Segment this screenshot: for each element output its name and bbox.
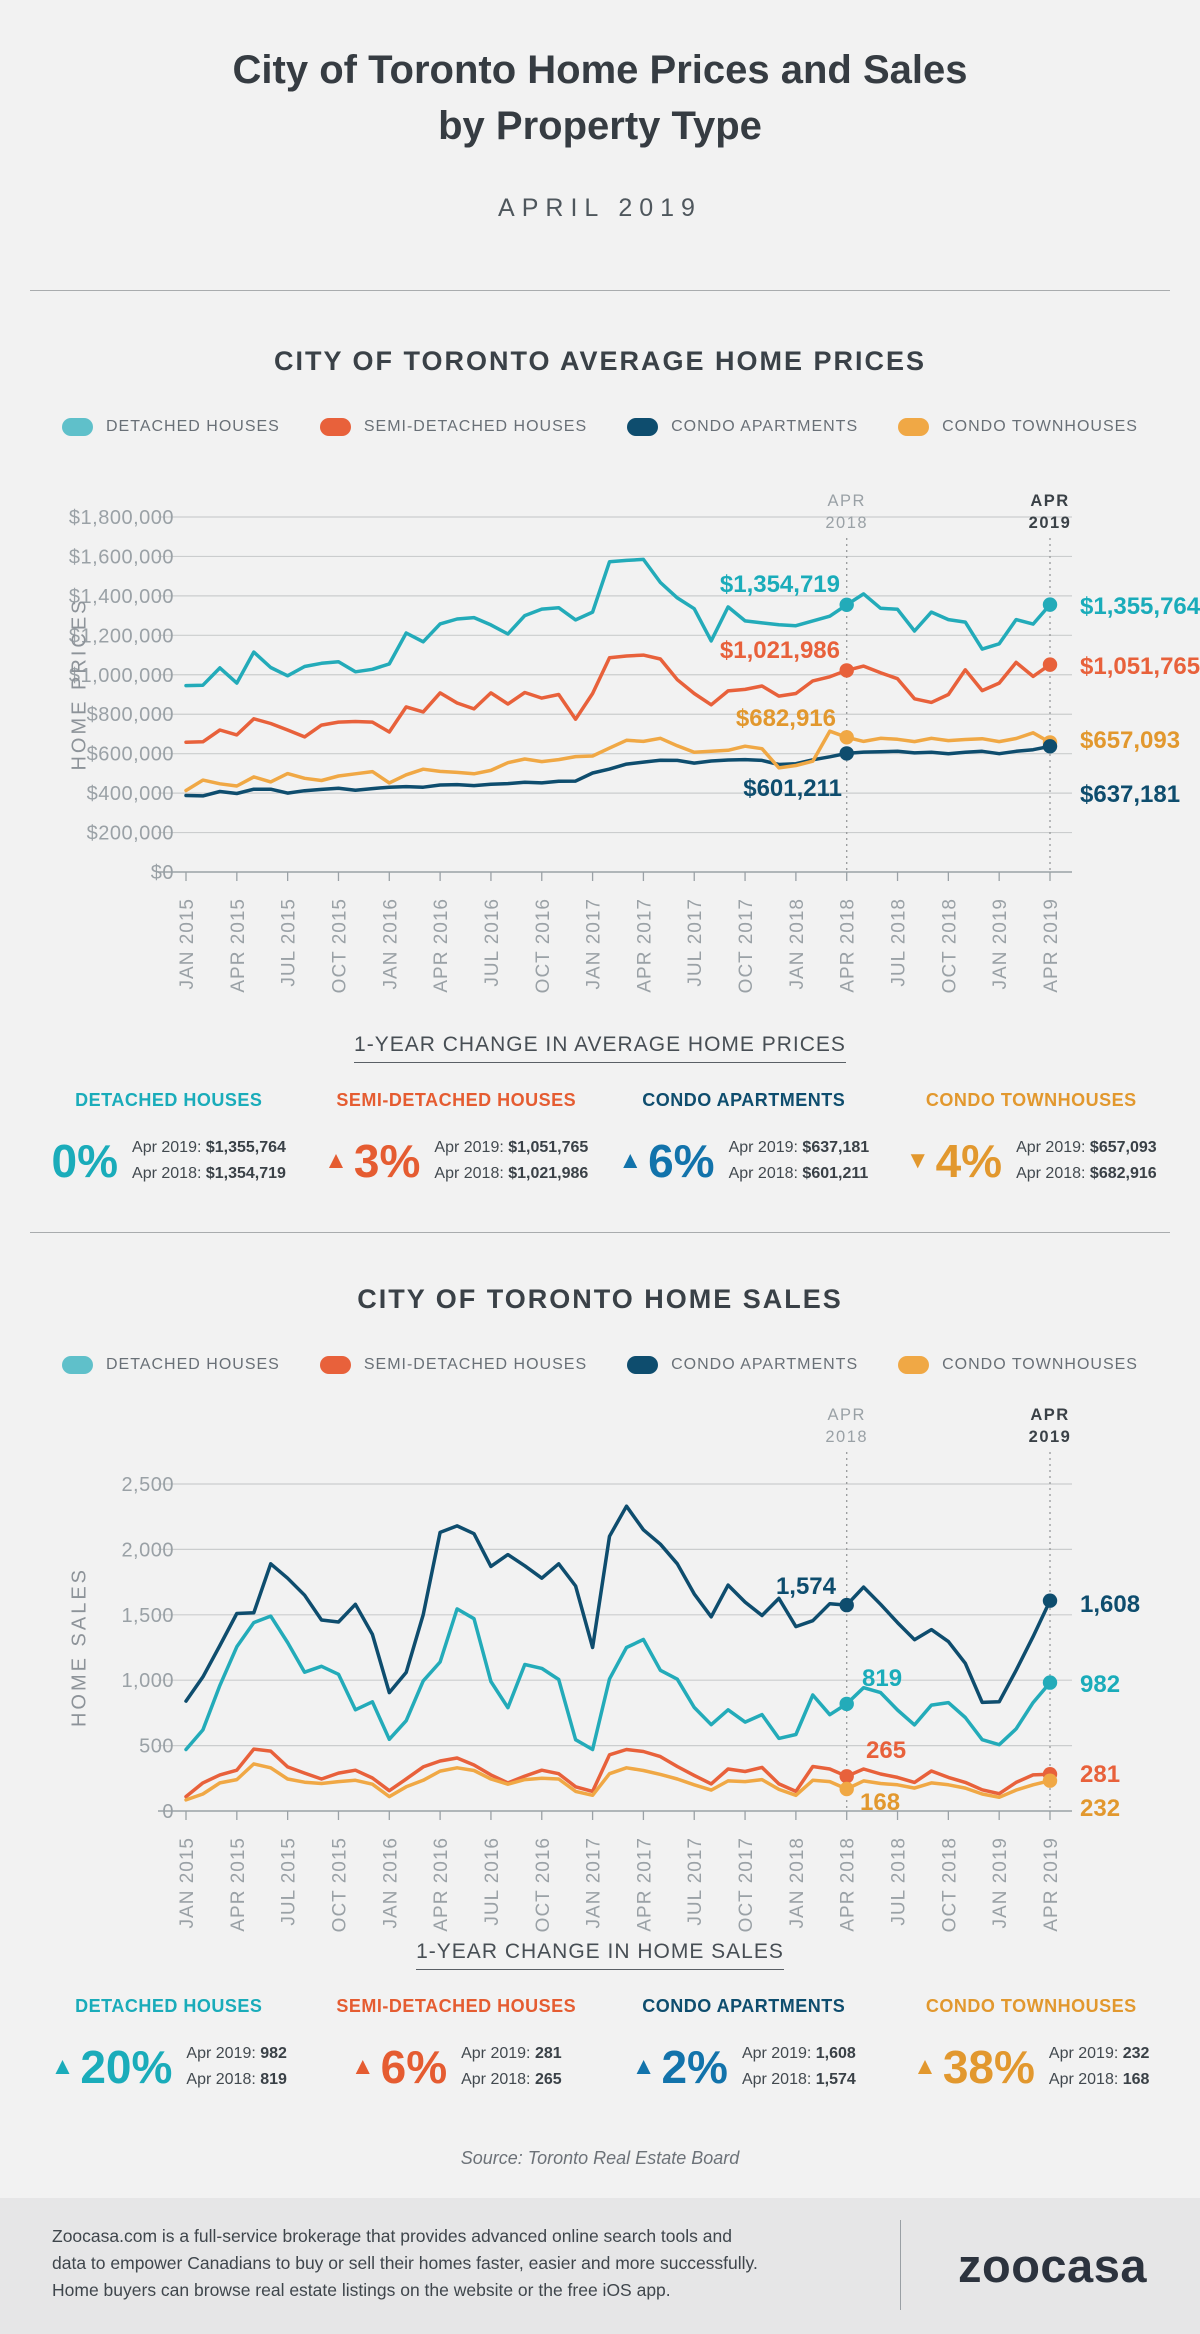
stat-yearly-values bbox=[434, 1135, 588, 1187]
legend-item bbox=[898, 1356, 1138, 1374]
y-axis-tick-label: $1,600,000 bbox=[68, 546, 174, 569]
annotation-marker-semi-detached-houses bbox=[840, 663, 854, 677]
legend-item-label: DETACHED HOUSES bbox=[106, 1356, 280, 1373]
annotation-date-label: APR bbox=[1030, 1406, 1070, 1424]
change-percent-value: 20% bbox=[80, 2041, 173, 2093]
x-axis-tick-label: APR 2016 bbox=[431, 1837, 453, 1932]
x-axis-tick-label: JAN 2017 bbox=[583, 898, 605, 990]
zoocasa-logo: zoocasa bbox=[958, 2239, 1147, 2292]
stat-property-type-label: DETACHED HOUSES bbox=[75, 1090, 263, 1110]
x-axis-tick-label: JUL 2017 bbox=[685, 898, 707, 987]
x-axis-tick-label: JUL 2016 bbox=[481, 1837, 503, 1926]
y-axis-tick-label: 0 bbox=[162, 1801, 174, 1823]
x-axis-tick-label: JAN 2015 bbox=[177, 898, 198, 990]
prices-y-axis-title: HOME PRICES bbox=[68, 597, 91, 771]
x-axis-tick-label: OCT 2017 bbox=[736, 898, 758, 994]
annotation-date-label: 2018 bbox=[825, 514, 869, 532]
sales-change-stats-row bbox=[25, 1996, 1175, 2093]
stat-year-value: Apr 2019: $1,051,765 bbox=[434, 1139, 589, 1156]
annotation-value-label: 1,574 bbox=[775, 1573, 836, 1600]
annotation-marker-condo-townhouses bbox=[1043, 1774, 1057, 1788]
y-axis-tick-label: $1,000,000 bbox=[68, 664, 174, 687]
x-axis-tick-label: JUL 2017 bbox=[685, 1837, 707, 1926]
stat-year-value: Apr 2018: 168 bbox=[1048, 2071, 1150, 2088]
annotation-value-label: 265 bbox=[866, 1737, 907, 1764]
footer-description bbox=[52, 2223, 862, 2304]
annotation-date-label: 2018 bbox=[825, 1428, 869, 1446]
stat-year-value: Apr 2018: $682,916 bbox=[1016, 1165, 1157, 1182]
annotation-value-label: 281 bbox=[1080, 1761, 1121, 1788]
change-percent-value: 4% bbox=[935, 1135, 1003, 1187]
stat-year-value: Apr 2019: $657,093 bbox=[1016, 1139, 1157, 1156]
series-line-condo-townhouses bbox=[186, 1764, 1050, 1800]
y-axis-tick-label: $1,800,000 bbox=[68, 507, 174, 529]
change-stat-block bbox=[888, 1090, 1176, 1187]
annotation-marker-condo-apartments bbox=[1043, 1594, 1057, 1608]
y-axis-tick-label: 500 bbox=[139, 1735, 174, 1758]
x-axis-tick-label: OCT 2017 bbox=[736, 1837, 758, 1933]
series-line-semi-detached-houses bbox=[186, 1749, 1050, 1797]
x-axis-tick-label: OCT 2015 bbox=[329, 1837, 351, 1933]
annotation-marker-detached-houses bbox=[840, 598, 854, 612]
annotation-marker-semi-detached-houses bbox=[840, 1769, 854, 1783]
x-axis-tick-label: APR 2018 bbox=[837, 1837, 859, 1932]
legend-item-label: CONDO APARTMENTS bbox=[671, 1356, 859, 1373]
legend-swatch-icon bbox=[898, 1356, 929, 1374]
legend-swatch-icon bbox=[627, 1356, 658, 1374]
change-percent-value: 38% bbox=[942, 2041, 1035, 2093]
stat-year-value: Apr 2019: 982 bbox=[186, 2045, 287, 2062]
y-axis-tick-label: $1,200,000 bbox=[68, 625, 174, 648]
price-change-heading: 1-YEAR CHANGE IN AVERAGE HOME PRICES bbox=[354, 1033, 846, 1063]
x-axis-tick-label: JUL 2018 bbox=[888, 1837, 910, 1926]
sales-change-heading: 1-YEAR CHANGE IN HOME SALES bbox=[416, 1940, 784, 1970]
annotation-marker-semi-detached-houses bbox=[1043, 657, 1057, 671]
stat-year-value: Apr 2018: $1,021,986 bbox=[434, 1165, 589, 1182]
stat-year-value: Apr 2019: $1,355,764 bbox=[132, 1139, 286, 1156]
change-stat-block bbox=[600, 1090, 888, 1187]
annotation-date-label: APR bbox=[1030, 492, 1070, 510]
legend-item-label: SEMI-DETACHED HOUSES bbox=[363, 1356, 588, 1373]
stat-yearly-values bbox=[186, 2041, 287, 2093]
x-axis-tick-label: JUL 2015 bbox=[278, 898, 300, 987]
stat-year-value: Apr 2018: $601,211 bbox=[728, 1165, 869, 1182]
change-stat-block bbox=[888, 1996, 1176, 2093]
title-block bbox=[0, 42, 1200, 223]
annotation-value-label: $1,051,765 bbox=[1080, 653, 1200, 680]
series-line-condo-townhouses bbox=[186, 731, 1050, 790]
stat-property-type-label: DETACHED HOUSES bbox=[75, 1996, 263, 2016]
legend-item bbox=[62, 418, 280, 436]
x-axis-tick-label: OCT 2015 bbox=[329, 898, 351, 994]
sales-section-heading: CITY OF TORONTO HOME SALES bbox=[357, 1284, 843, 1314]
stat-property-type-label: CONDO TOWNHOUSES bbox=[925, 1090, 1137, 1110]
stat-year-value: Apr 2019: $637,181 bbox=[728, 1139, 870, 1156]
annotation-value-label: 982 bbox=[1080, 1671, 1121, 1698]
page-title-line1: City of Toronto Home Prices and Sales bbox=[232, 48, 968, 92]
x-axis-tick-label: JAN 2017 bbox=[583, 1837, 605, 1929]
change-direction-arrow-icon: ▲ bbox=[50, 2053, 75, 2080]
x-axis-tick-label: OCT 2018 bbox=[939, 1837, 961, 1933]
stat-property-type-label: SEMI-DETACHED HOUSES bbox=[336, 1090, 577, 1110]
source-attribution: Source: Toronto Real Estate Board bbox=[460, 2148, 740, 2168]
x-axis-tick-label: APR 2019 bbox=[1041, 1837, 1062, 1932]
y-axis-tick-label: $800,000 bbox=[86, 704, 174, 727]
legend-item-label: CONDO TOWNHOUSES bbox=[942, 1356, 1138, 1373]
annotation-marker-condo-apartments bbox=[1043, 739, 1057, 753]
annotation-value-label: $657,093 bbox=[1080, 727, 1181, 754]
legend-swatch-icon bbox=[627, 418, 658, 436]
annotation-date-label: APR bbox=[827, 1406, 866, 1424]
x-axis-tick-label: OCT 2016 bbox=[532, 898, 554, 994]
sales-chart-legend bbox=[62, 1356, 1138, 1374]
annotation-value-label: 819 bbox=[862, 1665, 903, 1692]
legend-swatch-icon bbox=[62, 418, 93, 436]
x-axis-tick-label: OCT 2018 bbox=[939, 898, 961, 994]
y-axis-tick-label: $200,000 bbox=[86, 822, 174, 845]
x-axis-tick-label: APR 2017 bbox=[634, 1837, 656, 1932]
stat-yearly-values bbox=[1016, 1135, 1157, 1187]
stat-yearly-values bbox=[132, 1135, 286, 1187]
stat-year-value: Apr 2019: 232 bbox=[1048, 2045, 1150, 2062]
legend-swatch-icon bbox=[898, 418, 929, 436]
sales-y-axis-title: HOME SALES bbox=[68, 1566, 91, 1728]
change-percent-value: 6% bbox=[380, 2041, 448, 2093]
stat-yearly-values bbox=[742, 2041, 856, 2093]
legend-item bbox=[320, 418, 587, 436]
annotation-value-label: $601,211 bbox=[743, 775, 842, 802]
prices-chart-legend bbox=[62, 418, 1138, 436]
change-percent-value: 0% bbox=[51, 1135, 119, 1187]
page-title bbox=[0, 42, 1200, 154]
x-axis-tick-label: APR 2015 bbox=[227, 898, 249, 993]
change-direction-arrow-icon: ▲ bbox=[631, 2053, 656, 2080]
y-axis-tick-label: $400,000 bbox=[86, 783, 174, 806]
legend-item-label: SEMI-DETACHED HOUSES bbox=[363, 418, 588, 435]
legend-item bbox=[627, 418, 858, 436]
annotation-value-label: 1,608 bbox=[1080, 1591, 1141, 1618]
annotation-marker-detached-houses bbox=[1043, 597, 1057, 611]
x-axis-tick-label: JAN 2016 bbox=[380, 1837, 402, 1929]
x-axis-tick-label: JAN 2019 bbox=[990, 1837, 1012, 1929]
y-axis-tick-label: 2,500 bbox=[121, 1474, 174, 1496]
change-direction-arrow-icon: ▼ bbox=[905, 1147, 930, 1174]
change-percent-value: 6% bbox=[648, 1135, 715, 1187]
annotation-marker-detached-houses bbox=[1043, 1675, 1057, 1689]
stat-year-value: Apr 2018: $1,354,719 bbox=[132, 1165, 286, 1182]
x-axis-tick-label: JAN 2018 bbox=[786, 898, 808, 990]
change-direction-arrow-icon: ▲ bbox=[350, 2053, 375, 2080]
annotation-marker-detached-houses bbox=[840, 1697, 854, 1711]
change-percent-value: 3% bbox=[353, 1135, 421, 1187]
x-axis-tick-label: APR 2016 bbox=[431, 898, 453, 993]
x-axis-tick-label: JAN 2015 bbox=[177, 1837, 198, 1929]
legend-item bbox=[627, 1356, 858, 1374]
annotation-value-label: $682,916 bbox=[735, 705, 836, 732]
x-axis-tick-label: APR 2019 bbox=[1041, 898, 1062, 993]
annotation-marker-condo-apartments bbox=[840, 1598, 854, 1612]
legend-item bbox=[320, 1356, 587, 1374]
footer-line1: Zoocasa.com is a full-service brokerage that provides advanced online search tools and bbox=[52, 2226, 732, 2246]
stat-yearly-values bbox=[461, 2041, 562, 2093]
change-stat-block bbox=[25, 1090, 313, 1187]
annotation-value-label: $637,181 bbox=[1080, 781, 1181, 808]
change-percent-value: 2% bbox=[661, 2041, 728, 2093]
y-axis-tick-label: $600,000 bbox=[86, 743, 174, 766]
x-axis-tick-label: JAN 2018 bbox=[786, 1837, 808, 1929]
legend-item bbox=[62, 1356, 280, 1374]
x-axis-tick-label: JUL 2018 bbox=[888, 898, 910, 987]
stat-yearly-values bbox=[1049, 2041, 1150, 2093]
change-stat-block bbox=[313, 1996, 601, 2093]
stat-property-type-label: CONDO APARTMENTS bbox=[642, 1090, 846, 1110]
series-line-semi-detached-houses bbox=[186, 655, 1050, 742]
x-axis-tick-label: APR 2017 bbox=[634, 898, 656, 993]
price-change-stats-row bbox=[25, 1090, 1175, 1187]
footer-vertical-divider bbox=[900, 2220, 901, 2310]
change-stat-block bbox=[25, 1996, 313, 2093]
x-axis-tick-label: APR 2018 bbox=[837, 898, 859, 993]
legend-swatch-icon bbox=[62, 1356, 93, 1374]
footer bbox=[0, 2198, 1200, 2334]
x-axis-tick-label: OCT 2016 bbox=[532, 1837, 554, 1933]
stat-year-value: Apr 2018: 1,574 bbox=[741, 2071, 856, 2088]
annotation-marker-condo-townhouses bbox=[840, 1782, 854, 1796]
annotation-date-label: 2019 bbox=[1028, 1428, 1072, 1446]
y-axis-tick-label: 2,000 bbox=[121, 1539, 174, 1562]
stat-year-value: Apr 2018: 265 bbox=[461, 2071, 562, 2088]
annotation-marker-condo-apartments bbox=[840, 746, 854, 760]
legend-swatch-icon bbox=[320, 418, 351, 436]
footer-line3: Home buyers can browse real estate listings on the website or the free iOS app. bbox=[52, 2280, 671, 2300]
x-axis-tick-label: JAN 2019 bbox=[990, 898, 1012, 990]
section-divider bbox=[30, 290, 1170, 291]
annotation-value-label: $1,355,764 bbox=[1080, 593, 1200, 620]
legend-item-label: DETACHED HOUSES bbox=[106, 418, 280, 435]
annotation-value-label: $1,021,986 bbox=[719, 637, 840, 664]
legend-swatch-icon bbox=[320, 1356, 351, 1374]
x-axis-tick-label: JAN 2016 bbox=[380, 898, 402, 990]
legend-item-label: CONDO TOWNHOUSES bbox=[942, 418, 1138, 435]
home-sales-line-chart bbox=[0, 1380, 1200, 1940]
stat-year-value: Apr 2019: 1,608 bbox=[741, 2045, 856, 2062]
x-axis-tick-label: JUL 2015 bbox=[278, 1837, 300, 1926]
y-axis-tick-label: $1,400,000 bbox=[68, 585, 174, 608]
y-axis-tick-label: $0 bbox=[150, 862, 174, 884]
stat-property-type-label: SEMI-DETACHED HOUSES bbox=[336, 1996, 577, 2016]
change-direction-arrow-icon: ▲ bbox=[618, 1147, 643, 1174]
stat-property-type-label: CONDO APARTMENTS bbox=[642, 1996, 846, 2016]
series-line-detached-houses bbox=[186, 559, 1050, 685]
y-axis-tick-label: 1,500 bbox=[121, 1604, 174, 1627]
page-title-line2: by Property Type bbox=[438, 104, 762, 148]
x-axis-tick-label: APR 2015 bbox=[227, 1837, 249, 1932]
stat-yearly-values bbox=[729, 1135, 870, 1187]
annotation-value-label: $1,354,719 bbox=[719, 571, 840, 598]
series-line-detached-houses bbox=[186, 1609, 1050, 1750]
annotation-value-label: 232 bbox=[1080, 1795, 1121, 1822]
change-direction-arrow-icon: ▲ bbox=[324, 1147, 348, 1174]
stat-year-value: Apr 2019: 281 bbox=[461, 2045, 562, 2062]
annotation-marker-condo-townhouses bbox=[840, 730, 854, 744]
stat-year-value: Apr 2018: 819 bbox=[186, 2071, 287, 2088]
change-direction-arrow-icon: ▲ bbox=[913, 2053, 937, 2080]
section-divider bbox=[30, 1232, 1170, 1233]
change-stat-block bbox=[600, 1996, 888, 2093]
legend-item bbox=[898, 418, 1138, 436]
series-line-condo-apartments bbox=[186, 1506, 1050, 1702]
home-prices-line-chart bbox=[0, 440, 1200, 994]
y-axis-tick-label: 1,000 bbox=[121, 1670, 174, 1693]
page-subtitle: APRIL 2019 bbox=[498, 194, 702, 222]
annotation-value-label: 168 bbox=[860, 1789, 901, 1816]
legend-item-label: CONDO APARTMENTS bbox=[671, 418, 859, 435]
annotation-date-label: 2019 bbox=[1028, 514, 1072, 532]
x-axis-tick-label: JUL 2016 bbox=[481, 898, 503, 987]
change-stat-block bbox=[313, 1090, 601, 1187]
prices-section-heading: CITY OF TORONTO AVERAGE HOME PRICES bbox=[273, 346, 927, 376]
footer-line2: data to empower Canadians to buy or sell their homes faster, easier and more successfully. bbox=[52, 2253, 758, 2273]
annotation-date-label: APR bbox=[827, 492, 866, 510]
stat-property-type-label: CONDO TOWNHOUSES bbox=[925, 1996, 1137, 2016]
